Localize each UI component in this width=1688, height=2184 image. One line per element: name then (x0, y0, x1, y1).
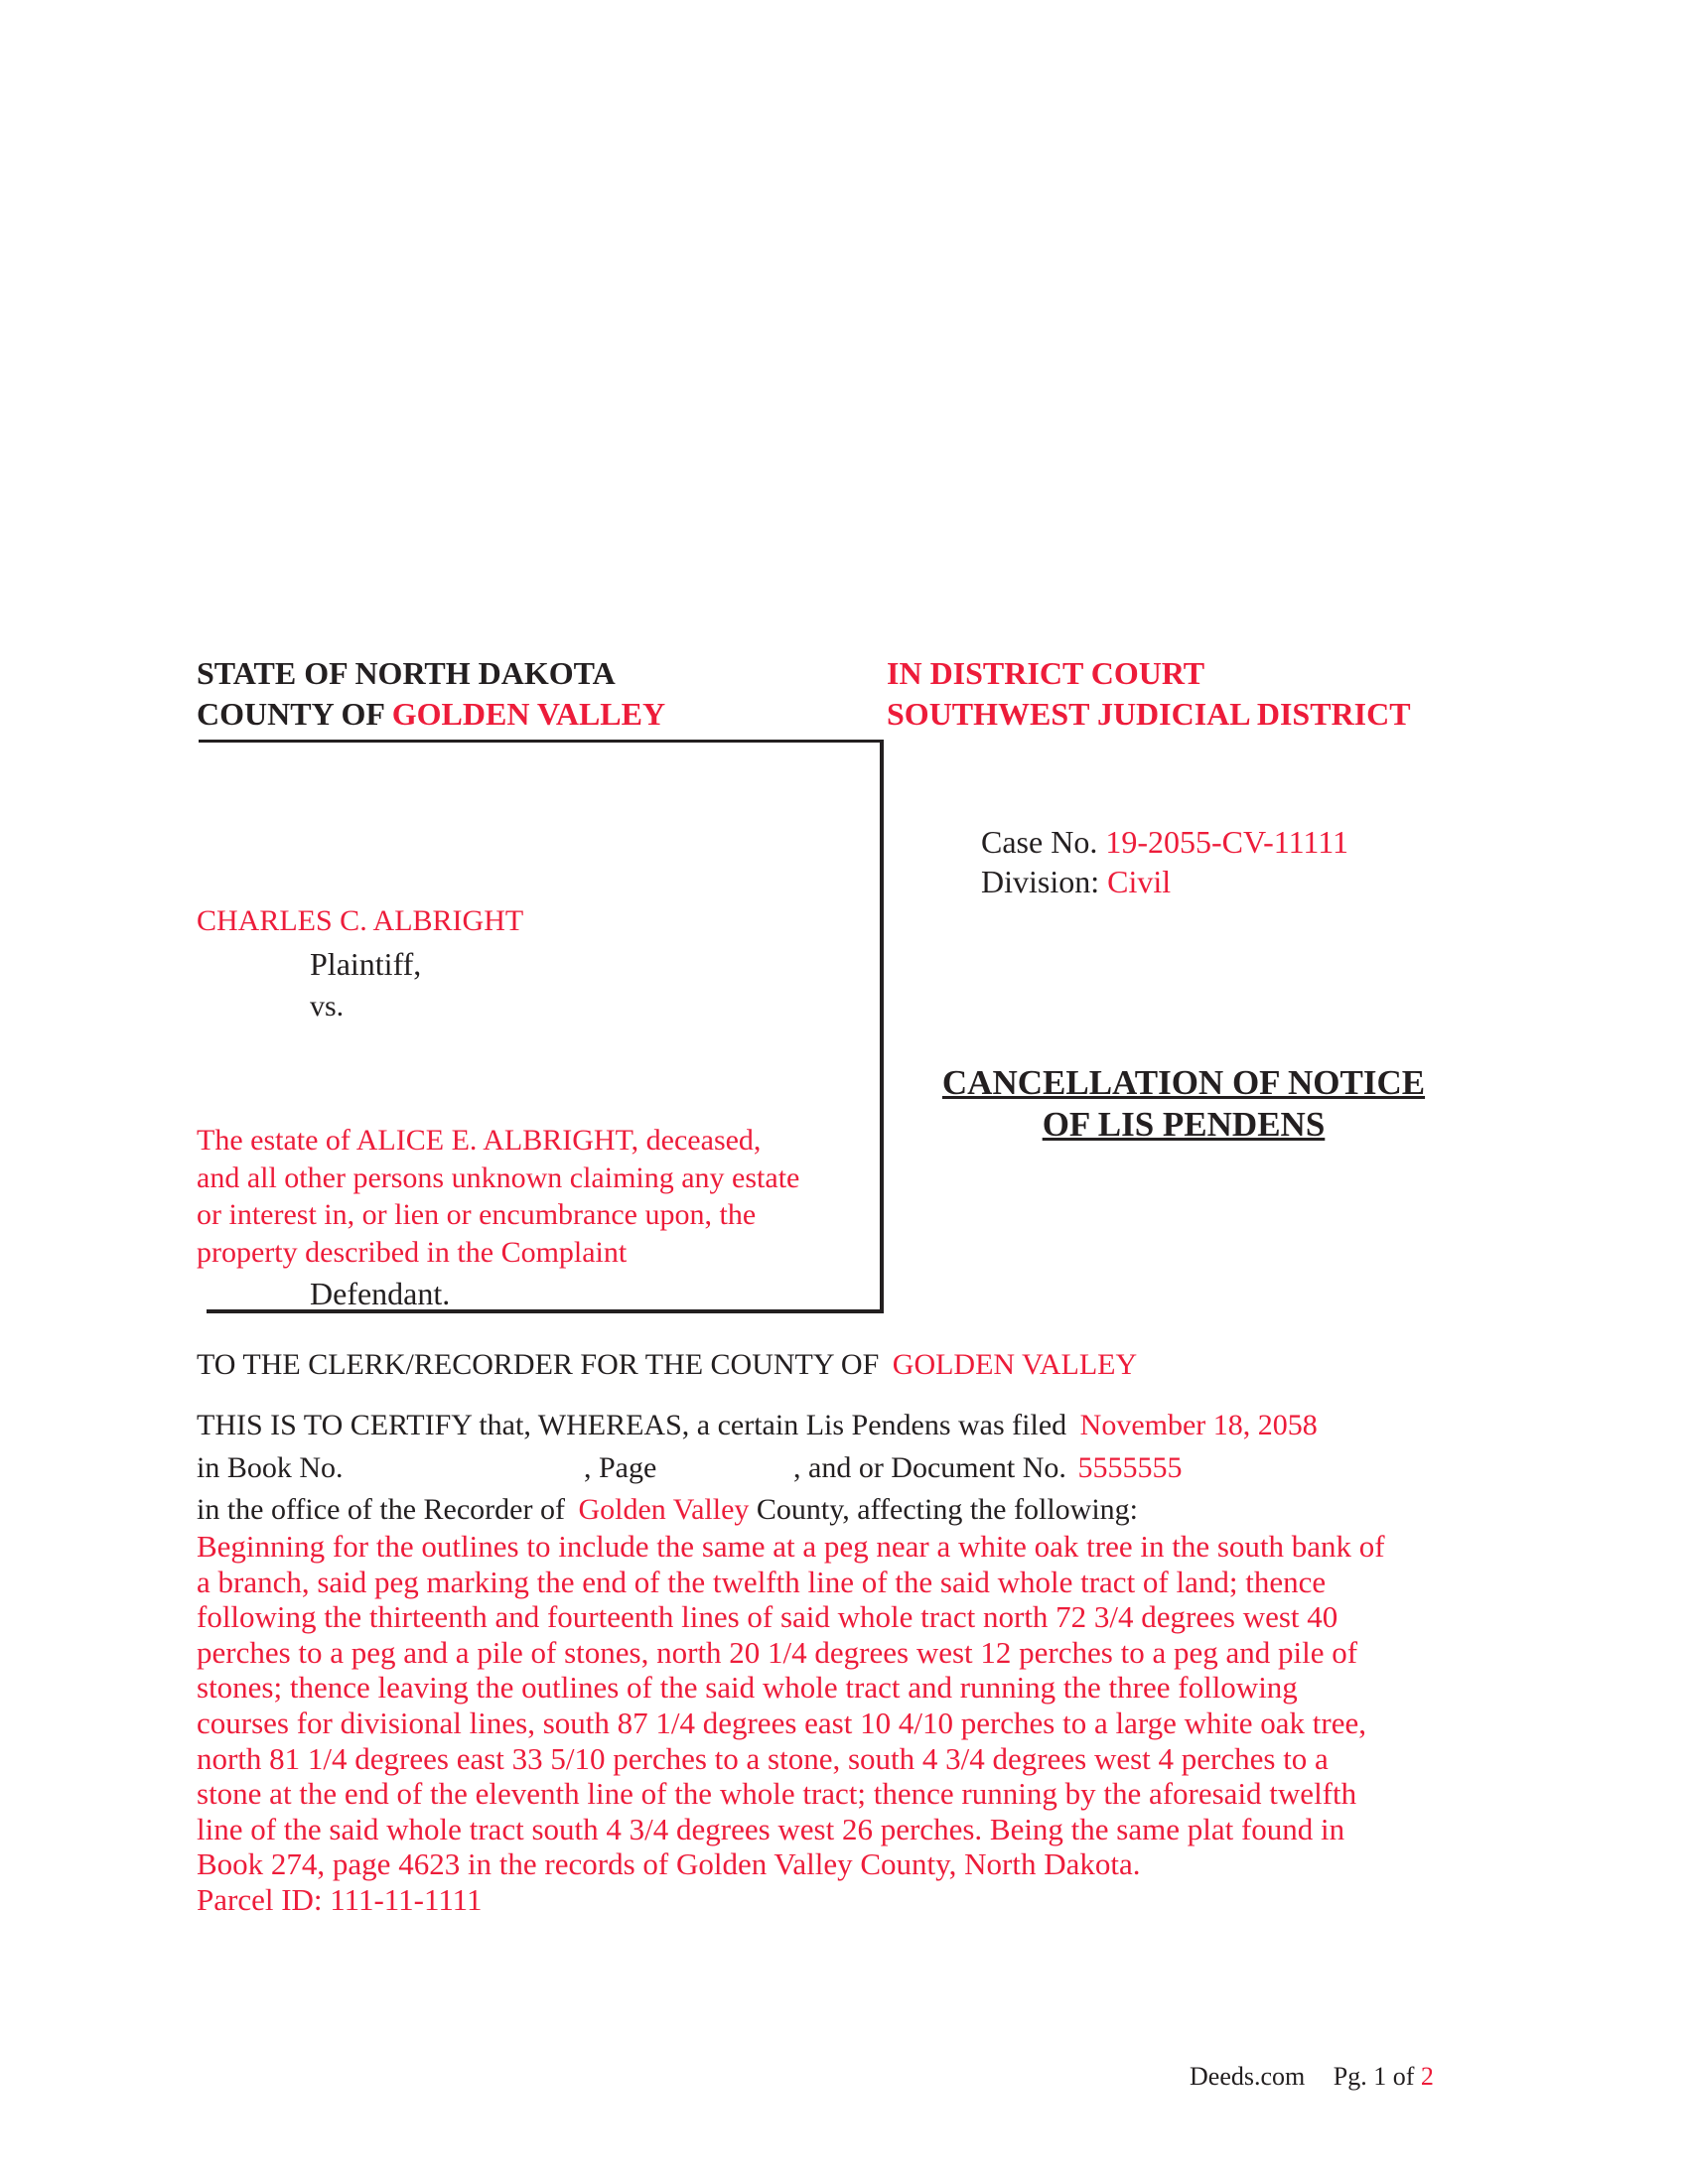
case-number (981, 824, 1348, 860)
division (981, 864, 1171, 899)
office-county: Golden Valley (578, 1493, 750, 1526)
footer (1190, 2062, 1434, 2092)
document-number-value: 5555555 (1077, 1451, 1183, 1484)
title-line-1: CANCELLATION OF NOTICE (941, 1063, 1426, 1102)
filed-date: November 18, 2058 (1079, 1409, 1318, 1441)
book-label: in Book No. (197, 1451, 344, 1484)
defendant-label: Defendant. (310, 1276, 451, 1311)
office-prefix: in the office of the Recorder of (197, 1493, 565, 1526)
division-label: Division: (981, 864, 1100, 899)
title-line-2: OF LIS PENDENS (1042, 1105, 1326, 1144)
district-heading: SOUTHWEST JUDICIAL DISTRICT (887, 696, 1411, 732)
county-name: GOLDEN VALLEY (391, 696, 666, 732)
court-heading: IN DISTRICT COURT (887, 655, 1205, 691)
division-value: Civil (1107, 864, 1172, 899)
office-line (197, 1492, 1138, 1528)
document-number-line (793, 1450, 1182, 1486)
document-title (935, 1062, 1432, 1146)
plaintiff-label: Plaintiff, (310, 946, 422, 982)
caption-top-rule (199, 740, 884, 743)
to-clerk-text: TO THE CLERK/RECORDER FOR THE COUNTY OF (197, 1348, 880, 1381)
footer-source: Deeds.com (1190, 2062, 1306, 2091)
to-clerk-county: GOLDEN VALLEY (892, 1348, 1138, 1381)
defendant-line: property described in the Complaint (197, 1235, 628, 1269)
defendant-description (197, 1122, 799, 1271)
case-number-label: Case No. (981, 824, 1098, 860)
legal-description: Beginning for the outlines to include the same at a peg near a white oak tree in the south bank of a branch, said peg marking the end of the twelfth line of the said whole tract of land; thence following the thirteenth and fourteenth lines of said whole tract north 72 3/4 degrees west 40 perches to a peg and a pile of stones, north 20 1/4 degrees west 12 perches to a peg and pile of stones; thence leaving the outlines of the said whole tract and running the three following courses for divisional lines, south 87 1/4 degrees east 10 4/10 perches to a large white oak tree, north 81 1/4 degrees east 33 5/10 perches to a stone, south 4 3/4 degrees west 4 perches to a stone at the end of the eleventh line of the whole tract; thence running by the aforesaid twelfth line of the said whole tract south 4 3/4 degrees west 26 perches. Being the same plat found in Book 274, page 4623 in the records of Golden Valley County, North Dakota. Parcel ID: 111-11-1111 (197, 1529, 1385, 1917)
footer-page-label: Pg. 1 of (1333, 2062, 1415, 2091)
county-heading (197, 694, 665, 735)
to-clerk-line (197, 1347, 1137, 1383)
defendant-line: or interest in, or lien or encumbrance upon, the (197, 1198, 757, 1231)
document-number-label: , and or Document No. (793, 1451, 1066, 1484)
certify-text: THIS IS TO CERTIFY that, WHEREAS, a certain Lis Pendens was filed (197, 1409, 1067, 1441)
footer-page-total: 2 (1420, 2062, 1434, 2091)
versus: vs. (310, 990, 345, 1023)
caption-bottom-rule (207, 1309, 884, 1313)
office-suffix: County, affecting the following: (756, 1493, 1138, 1526)
page-label: , Page (584, 1451, 657, 1484)
caption-vertical-rule (880, 740, 884, 1313)
case-number-value: 19-2055-CV-11111 (1105, 824, 1349, 860)
county-prefix: COUNTY OF (197, 696, 384, 732)
plaintiff-name: CHARLES C. ALBRIGHT (197, 904, 524, 937)
defendant-line: and all other persons unknown claiming any estate (197, 1160, 800, 1194)
certify-line (197, 1408, 1318, 1443)
state-heading: STATE OF NORTH DAKOTA (197, 655, 616, 691)
defendant-line: The estate of ALICE E. ALBRIGHT, deceased, (197, 1124, 762, 1157)
